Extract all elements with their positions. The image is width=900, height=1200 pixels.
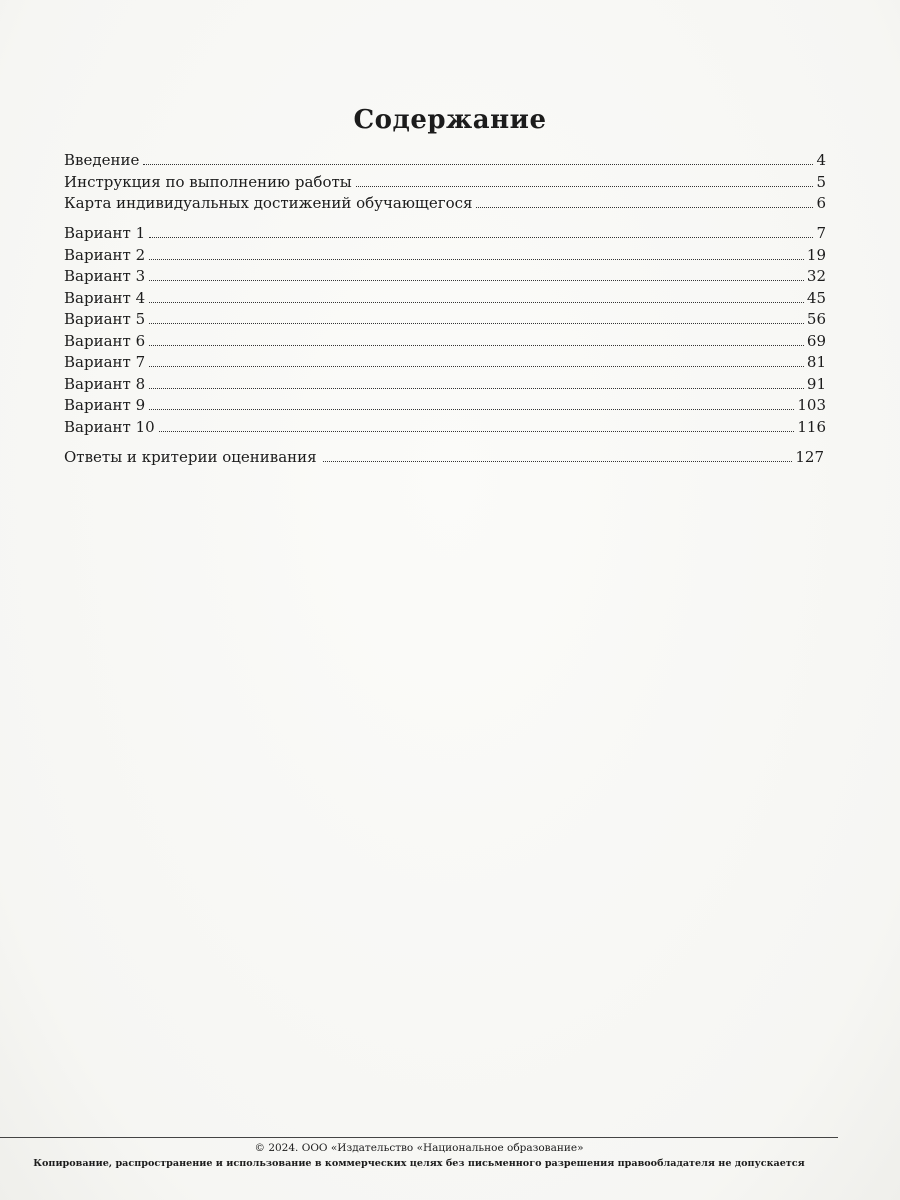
- toc-entry-variant[interactable]: [64, 267, 826, 289]
- toc-entry-page: 19: [806, 245, 826, 264]
- toc-entry-variant[interactable]: [64, 375, 826, 397]
- dot-leader: [149, 323, 804, 324]
- toc-entry-label: Вариант 7: [64, 353, 146, 371]
- toc-entry-page: 116: [797, 417, 826, 436]
- dot-leader: [476, 207, 813, 208]
- footer-divider: [0, 1137, 838, 1138]
- toc-entry-label: Вариант 1: [64, 224, 146, 242]
- toc-entry-variant[interactable]: [64, 289, 826, 311]
- toc-entry-label: Инструкция по выполнению работы: [64, 172, 352, 191]
- dot-leader: [149, 280, 804, 281]
- dot-leader: [149, 366, 804, 367]
- dot-leader: [356, 186, 814, 187]
- toc-entry-page: 4: [816, 151, 826, 169]
- toc-entry-label: Вариант 8: [64, 374, 146, 393]
- toc-entry-variant[interactable]: [64, 224, 826, 246]
- toc-entry-variant[interactable]: [64, 332, 826, 354]
- dot-leader: [149, 237, 813, 238]
- toc-entry-variant[interactable]: [64, 396, 826, 418]
- toc-intro-section: [64, 151, 826, 216]
- toc-entry-page: 32: [806, 267, 826, 285]
- toc-entry-label: Карта индивидуальных достижений обучающегося: [64, 194, 473, 212]
- toc-entry-page: 5: [816, 172, 826, 191]
- toc-entry-page: 81: [806, 353, 826, 371]
- dot-leader: [149, 302, 804, 303]
- toc-entry-label: Вариант 4: [64, 288, 146, 307]
- toc-entry-label: Вариант 9: [64, 396, 146, 414]
- toc-entry-page: 7: [816, 224, 826, 242]
- page-title: Содержание: [353, 105, 547, 135]
- toc-entry-page: 103: [797, 396, 826, 414]
- footer-copy-notice: Копирование, распространение и использование в коммерческих целях без письменного разрешения правообладателя не допускается: [33, 1158, 805, 1169]
- toc-entry-label: Ответы и критерии оценивания: [64, 448, 317, 466]
- dot-leader: [149, 345, 804, 346]
- dot-leader: [159, 431, 795, 432]
- toc-entry-label: Вариант 2: [64, 245, 146, 264]
- dot-leader: [323, 461, 793, 462]
- toc-entry-label: Введение: [64, 151, 140, 169]
- toc-answers-section: [64, 448, 826, 470]
- toc-entry[interactable]: [64, 173, 826, 195]
- toc-entry-page: 91: [806, 374, 826, 393]
- toc-entry[interactable]: [64, 151, 826, 173]
- toc-entry-label: Вариант 3: [64, 267, 146, 285]
- dot-leader: [143, 164, 813, 165]
- dot-leader: [149, 259, 804, 260]
- toc-entry-page: 6: [816, 194, 826, 212]
- toc-entry-variant[interactable]: [64, 246, 826, 268]
- toc-entry-variant[interactable]: [64, 353, 826, 375]
- toc-entry-page: 69: [806, 331, 826, 350]
- dot-leader: [149, 388, 804, 389]
- toc-entry[interactable]: [64, 448, 826, 470]
- toc-entry-page: 45: [806, 288, 826, 307]
- toc-variants-section: [64, 224, 826, 439]
- toc-entry-label: Вариант 6: [64, 331, 146, 350]
- toc-entry-label: Вариант 10: [64, 417, 155, 436]
- footer-copyright: © 2024. ООО «Издательство «Национальное образование»: [254, 1142, 584, 1154]
- dot-leader: [149, 409, 794, 410]
- toc-entry-variant[interactable]: [64, 418, 826, 440]
- toc-entry-page: 56: [806, 310, 826, 328]
- toc-entry-page: 127: [795, 448, 824, 466]
- toc-entry-variant[interactable]: [64, 310, 826, 332]
- toc-entry[interactable]: [64, 194, 826, 216]
- toc-entry-label: Вариант 5: [64, 310, 146, 328]
